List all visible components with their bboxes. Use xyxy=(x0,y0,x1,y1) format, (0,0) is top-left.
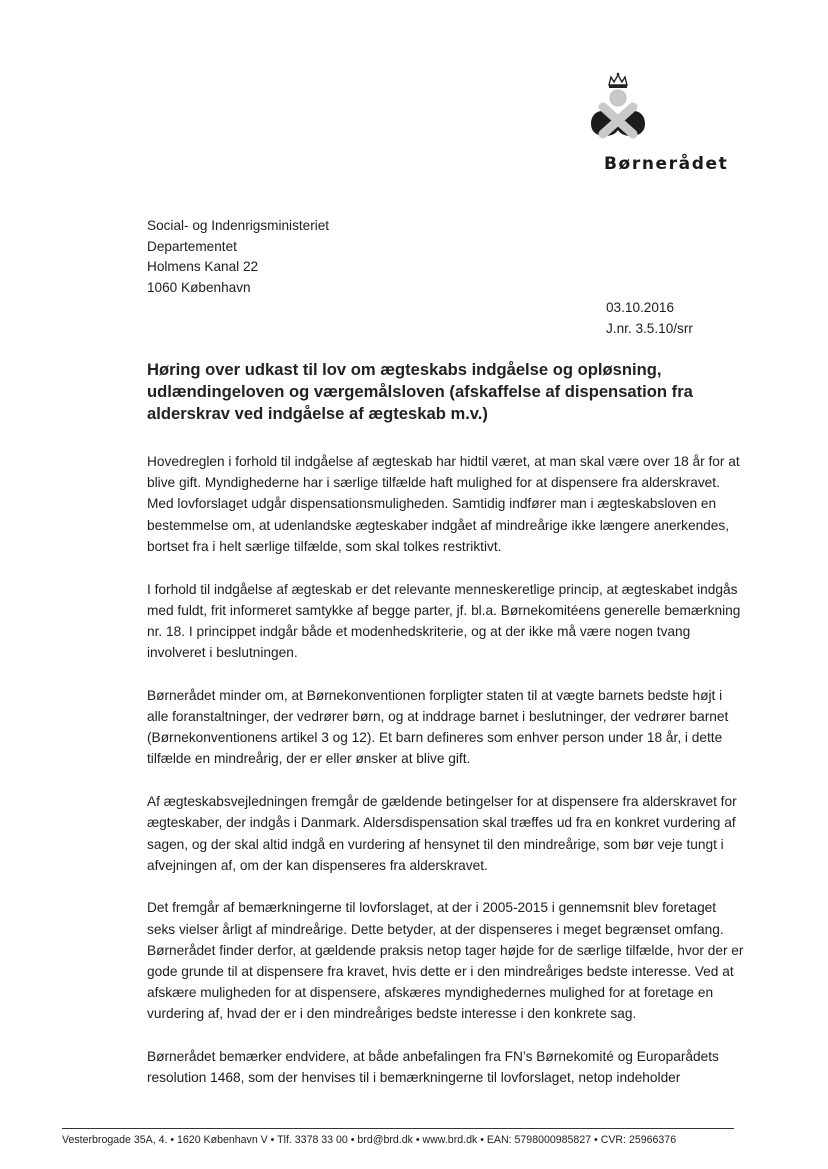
body-paragraph: Af ægteskabsvejledningen fremgår de gældende betingelser for at dispensere fra alderskravet for ægteskaber, der indgås i Danmark. Aldersdispensation skal træffes ud fra en konkret vurdering af sagen, og der skal altid indgå en vurdering af hensynet til den mindreårige, som bør veje tungt i afvejningen af, om der kan dispenseres fra alderskravet. xyxy=(147,794,737,873)
recipient-line: Departementet xyxy=(147,238,237,254)
body-paragraph: Børnerådet minder om, at Børnekonventionen forpligter staten til at vægte barnets bedste højt i alle foranstaltninger, der vedrører børn, og at inddrage barnet i beslutninger, der vedrører barnet (Børnekonventionens artikel 3 og 12). Et barn defineres som enhver person under 18 år, i dette tilfælde en mindreårig, der er eller ønsker at blive gift. xyxy=(147,687,729,767)
recipient-line: 1060 København xyxy=(147,279,251,295)
crown-cross-logo-icon xyxy=(578,72,658,142)
recipient-line: Social- og Indenrigsministeriet xyxy=(147,218,330,233)
letter-title: Høring over udkast til lov om ægteskabs indgåelse og opløsning, udlændingeloven og værgemålsloven (afskaffelse af dispensation fra alderskrav ved indgåelse af ægteskab m.v.) xyxy=(147,360,693,423)
body-paragraph: Børnerådet bemærker endvidere, at både anbefalingen fra FN’s Børnekomité og Europarådets resolution 1468, som der henvises til i bemærkningerne til lovforslaget, netop indeholder xyxy=(147,1049,719,1086)
body-paragraph: Hovedreglen i forhold til indgåelse af ægteskab har hidtil været, at man skal være over 18 år for at blive gift. Myndighederne har i særlige tilfælde haft mulighed for at dispensere fra alderskravet. Med lovforslaget udgår dispensationsmuligheden. Samtidig indfører man i ægteskabsloven en bestemmelse om, at udenlandske ægteskaber indgået af mindreårige ikke længere anerkendes, bortset fra i helt særlige tilfælde, som skal tolkes restriktivt. xyxy=(147,454,740,554)
letter-date: 03.10.2016 xyxy=(606,300,675,315)
footer-divider xyxy=(62,1128,734,1129)
letter-meta xyxy=(606,297,693,339)
body-paragraph: I forhold til indgåelse af ægteskab er det relevante menneskeretlige princip, at ægteskabet indgås med fuldt, frit informeret samtykke af begge parter, jf. bl.a. Børnekomitéens generelle bemærkning nr. 18. I princippet indgår både et modenhedskriterie, og at der ikke må være nogen tvang involveret i beslutningen. xyxy=(147,581,741,661)
org-name: Børnerådet xyxy=(604,154,729,174)
body-paragraph: Det fremgår af bemærkningerne til lovforslaget, at der i 2005-2015 i gennemsnit blev foretaget seks vielser årligt af mindreårige. Dette betyder, at der dispenseres i meget begrænset omfang. Børnerådet finder derfor, at gældende praksis netop tager højde for de særlige tilfælde, hvor der er gode grunde til at dispensere fra kravet, hvis dette er i den mindreåriges bedste interesse. Ved at afskære muligheden for at dispensere, afskæres myndighedernes mulighed for at foretage en vurdering af, hvad der er i den mindreåriges bedste interesse i den konkrete sag. xyxy=(147,900,744,1022)
footer-contact: Vesterbrogade 35A, 4. • 1620 København V • Tlf. 3378 33 00 • brd@brd.dk • www.brd.dk • EAN: 5798000985827 • CVR: 25966376 xyxy=(62,1134,677,1146)
letter-body xyxy=(147,451,747,1110)
journal-number: J.nr. 3.5.10/srr xyxy=(606,321,693,336)
recipient-address xyxy=(147,216,329,298)
recipient-line: Holmens Kanal 22 xyxy=(147,259,259,274)
letterhead-logo xyxy=(570,72,740,182)
